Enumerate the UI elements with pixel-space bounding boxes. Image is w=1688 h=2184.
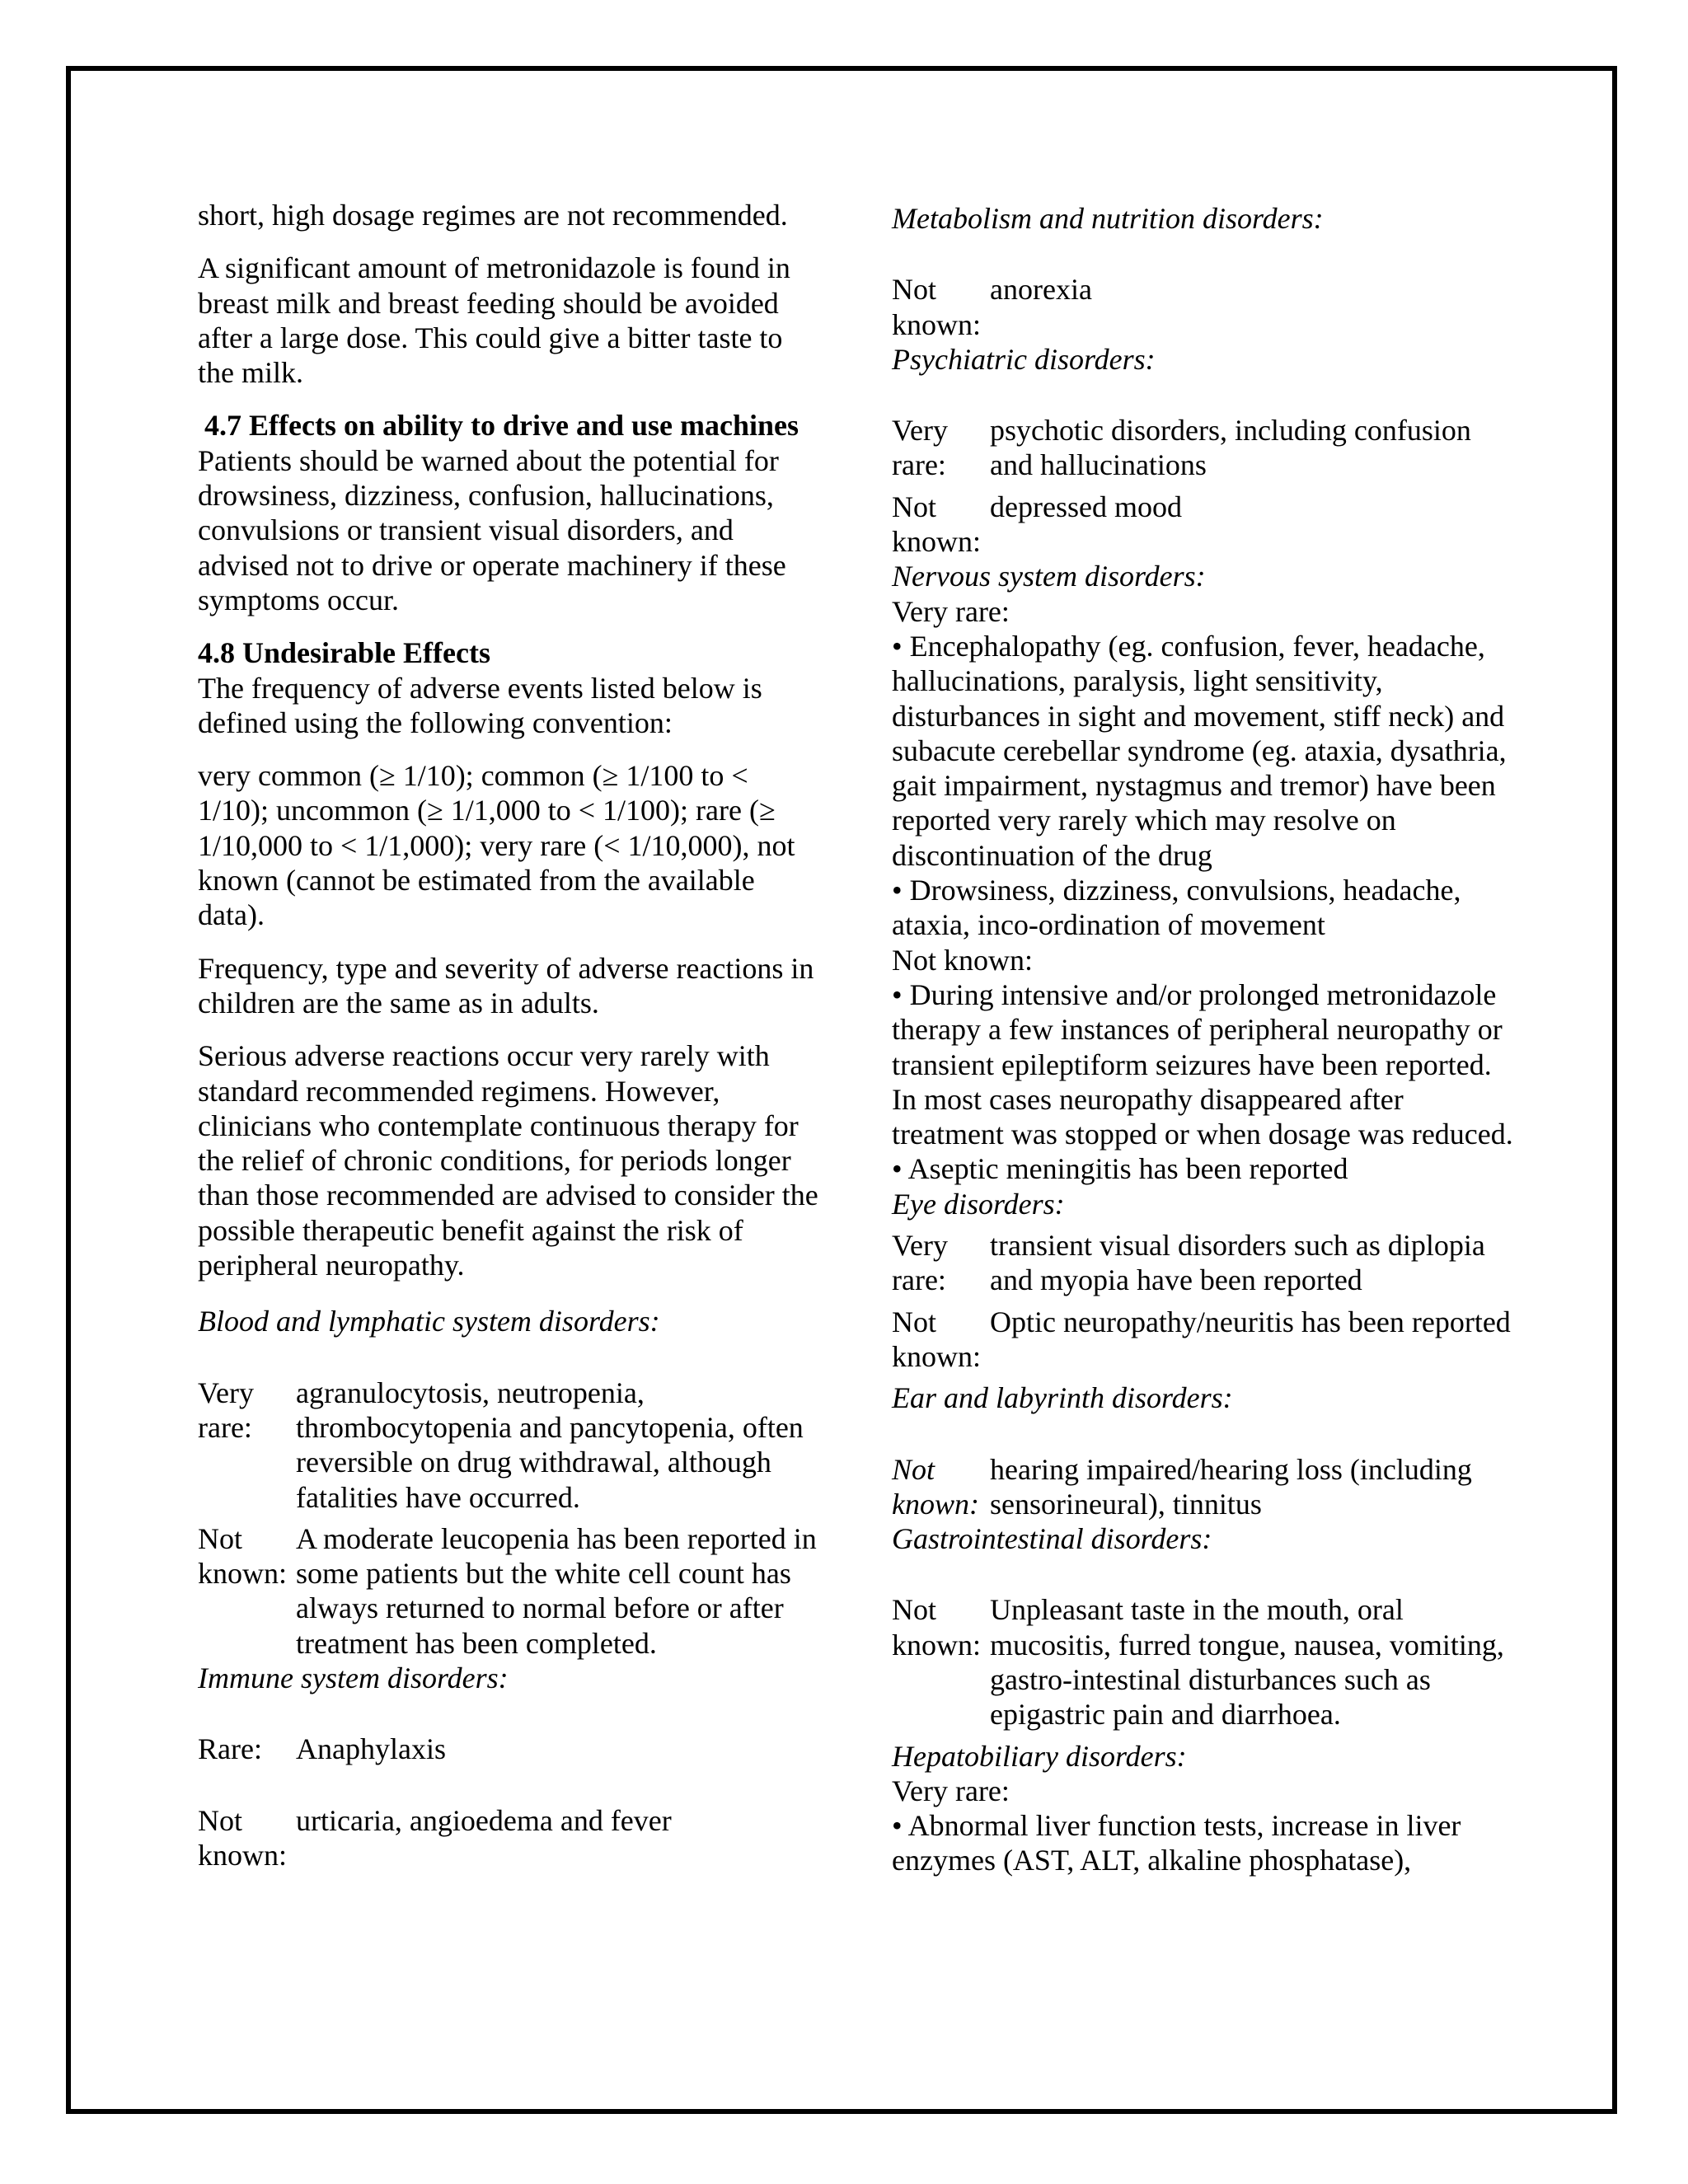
- heading-4-7: 4.7 Effects on ability to drive and use machines: [204, 409, 799, 443]
- category-metabolism: Metabolism and nutrition disorders:: [892, 202, 1324, 235]
- psychiatric-very-rare-row: [892, 413, 1518, 483]
- category-eye: Eye disorders:: [892, 1187, 1065, 1221]
- category-psychiatric: Psychiatric disorders:: [892, 342, 1156, 376]
- blood-very-rare-row: [198, 1376, 824, 1515]
- bullet-encephalopathy: • Encephalopathy (eg. confusion, fever, headache, hallucinations, paralysis, light sensitivity, disturbances in sight and movement, stiff neck) and subacute cerebellar syndrome (eg. ataxia, dysathria, gait impairment, nystagmus and tremor) have been reported very rarely which may resolve on discontinuation of the drug: [892, 629, 1507, 872]
- frequency-very-rare: Very rare:: [892, 1774, 1010, 1807]
- frequency-label: Not known:: [892, 490, 981, 559]
- frequency-label: Not known:: [892, 1593, 981, 1661]
- effect-description: psychotic disorders, including confusion and hallucinations: [990, 414, 1471, 482]
- effect-description: urticaria, angioedema and fever: [296, 1803, 672, 1837]
- bullet-drowsiness: • Drowsiness, dizziness, convulsions, headache, ataxia, inco-ordination of movement: [892, 874, 1461, 942]
- category-ear: Ear and labyrinth disorders:: [892, 1381, 1233, 1415]
- bullet-liver-function: • Abnormal liver function tests, increase in liver enzymes (AST, ALT, alkaline phosphatase),: [892, 1809, 1461, 1877]
- paragraph-frequency-convention: very common (≥ 1/10); common (≥ 1/100 to < 1/10); uncommon (≥ 1/1,000 to < 1/100); rare (≥ 1/10,000 to < 1/1,000); very rare (< 1/10,000), not known (cannot be estimated from the available data).: [198, 759, 795, 932]
- effect-description: depressed mood: [990, 490, 1182, 523]
- frequency-label: Not known:: [892, 273, 981, 341]
- gi-not-known-row: [892, 1592, 1518, 1732]
- frequency-label: Rare:: [198, 1732, 262, 1766]
- category-blood: Blood and lymphatic system disorders:: [198, 1305, 660, 1338]
- effect-description: A moderate leucopenia has been reported in some patients but the white cell count has always returned to normal before or after treatment has been completed.: [296, 1521, 817, 1660]
- left-column: [198, 198, 824, 1872]
- effect-description: transient visual disorders such as diplopia and myopia have been reported: [990, 1229, 1485, 1297]
- effect-description: anorexia: [990, 273, 1092, 307]
- bullet-peripheral-neuropathy: • During intensive and/or prolonged metronidazole therapy a few instances of peripheral neuropathy or transient epileptiform seizures have been reported. In most cases neuropathy disappeared after treatment was stopped or when dosage was reduced.: [892, 977, 1513, 1151]
- psychiatric-not-known-row: [892, 490, 1518, 560]
- frequency-label: Not known:: [892, 1305, 981, 1373]
- frequency-label: Very rare:: [892, 414, 948, 482]
- ear-not-known-row: [892, 1452, 1518, 1522]
- frequency-very-rare: Very rare:: [892, 594, 1010, 628]
- bullet-aseptic-meningitis: • Aseptic meningitis has been reported: [892, 1152, 1348, 1186]
- metabolism-not-known-row: [892, 272, 1518, 342]
- paragraph-driving-warning: Patients should be warned about the potential for drowsiness, dizziness, confusion, hallucinations, convulsions or transient visual disorders, and advised not to drive or operate machinery if these symptoms occur.: [198, 443, 786, 616]
- paragraph-frequency-intro: The frequency of adverse events listed below is defined using the following convention:: [198, 671, 762, 739]
- paragraph-children: Frequency, type and severity of adverse reactions in children are the same as in adults.: [198, 951, 814, 1019]
- eye-not-known-row: [892, 1305, 1518, 1375]
- category-immune: Immune system disorders:: [198, 1661, 509, 1694]
- immune-not-known-row: [198, 1803, 824, 1873]
- effect-description: agranulocytosis, neutropenia, thrombocytopenia and pancytopenia, often reversible on drug withdrawal, although fatalities have occurred.: [296, 1376, 804, 1514]
- frequency-label: Not known:: [198, 1521, 287, 1591]
- paragraph-serious-reactions: Serious adverse reactions occur very rarely with standard recommended regimens. However, clinicians who contemplate continuous therapy for the relief of chronic conditions, for periods longer than those recommended are advised to consider the possible therapeutic benefit against the risk of peripheral neuropathy.: [198, 1039, 818, 1282]
- category-gastrointestinal: Gastrointestinal disorders:: [892, 1522, 1212, 1556]
- effect-description: Unpleasant taste in the mouth, oral mucositis, furred tongue, nausea, vomiting, gastro-intestinal disturbances such as epigastric pain and diarrhoea.: [990, 1593, 1504, 1732]
- heading-4-8: 4.8 Undesirable Effects: [198, 636, 490, 670]
- eye-very-rare-row: [892, 1228, 1518, 1298]
- category-nervous: Nervous system disorders:: [892, 560, 1206, 593]
- paragraph-breast-milk: A significant amount of metronidazole is found in breast milk and breast feeding should be avoided after a large dose. This could give a bitter taste to the milk.: [198, 251, 790, 390]
- frequency-label: Very rare:: [892, 1229, 948, 1297]
- frequency-label: Not known:: [892, 1452, 979, 1521]
- category-hepatobiliary: Hepatobiliary disorders:: [892, 1739, 1187, 1773]
- frequency-label: Very rare:: [198, 1376, 254, 1444]
- effect-description: Optic neuropathy/neuritis has been reported: [990, 1305, 1511, 1338]
- blood-not-known-row: [198, 1521, 824, 1661]
- effect-description: hearing impaired/hearing loss (including sensorineural), tinnitus: [990, 1452, 1472, 1521]
- right-column: [892, 201, 1518, 1878]
- frequency-not-known: Not known:: [892, 943, 1033, 977]
- paragraph-dosage-regimes: short, high dosage regimes are not recommended.: [198, 199, 788, 232]
- immune-rare-row: [198, 1732, 824, 1766]
- frequency-label: Not known:: [198, 1803, 287, 1872]
- effect-description: Anaphylaxis: [296, 1732, 446, 1766]
